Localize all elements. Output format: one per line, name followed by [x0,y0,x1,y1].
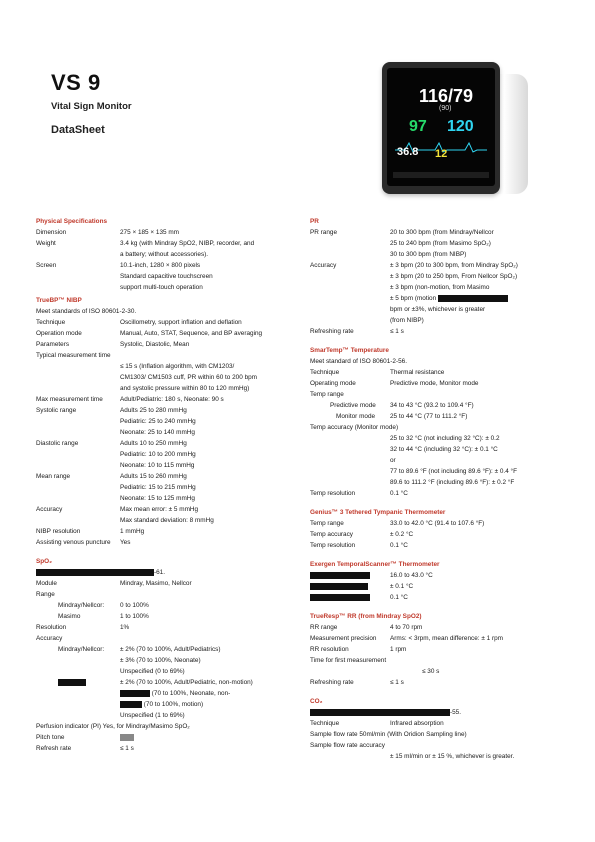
spec-row [310,477,560,488]
spec-value: Arms: < 3rpm, mean difference: ± 1 rpm [390,635,503,642]
spec-label: Refresh rate [36,745,72,752]
spec-value: Adult/Pediatric: 180 s, Neonate: 90 s [120,396,224,403]
screen-spo2-value: 120 [447,118,474,135]
spec-label: Measurement precision [310,635,377,642]
product-subtitle: Vital Sign Monitor [51,101,132,112]
spec-row [36,372,288,383]
screen-status-bar [393,172,489,178]
spec-label: Typical measurement time [36,352,111,359]
spec-label: Technique [36,319,66,326]
spec-label: Dimension [36,229,67,236]
redacted-text [438,295,508,302]
spec-value: ± 0.2 °C [390,531,414,538]
spec-value: Max mean error: ± 5 mmHg [120,506,199,513]
spec-value: Adults 10 to 250 mmHg [120,440,187,447]
spec-row [310,249,560,260]
spec-row [36,710,288,721]
spec-row [36,666,288,677]
spec-label: Sample flow rate accuracy [310,742,385,749]
spec-row [310,633,560,644]
spec-label: Diastolic range [36,440,79,447]
spec-label: Masimo [58,613,81,620]
spec-label: Range [36,591,55,598]
spec-row [36,416,288,427]
spec-value: bpm or ±3%, whichever is greater [390,306,486,313]
spec-label: Mindray/Nellcor: [58,646,105,653]
monitor-product-image [382,62,532,196]
spec-label: Temp accuracy [310,531,353,538]
spec-row [310,518,560,529]
document-type: DataSheet [51,124,105,136]
spec-value-text: ± 5 bpm (motion [390,295,437,302]
redacted-text [120,701,142,708]
spec-value: 32 to 44 °C (including 32 °C): ± 0.1 °C [390,446,498,453]
section-heading-pr: PR [310,218,319,225]
spec-value [120,699,288,710]
spec-row [310,718,560,729]
spec-value: 20 to 300 bpm (from Mindray/Nellcor [390,229,494,236]
redacted-text [310,709,450,716]
section-heading-nibp: TrueBP™ NIBP [36,297,82,304]
spec-row [310,282,560,293]
spec-row [36,394,288,405]
spec-label: Module [36,580,57,587]
spec-row [36,260,288,271]
spec-row [310,411,560,422]
spec-label [58,677,86,688]
spec-row [310,326,560,337]
spec-row [310,455,560,466]
spec-value: ≤ 1 s [390,679,404,686]
spec-row [36,271,288,282]
spec-value: Pediatric: 25 to 240 mmHg [120,418,196,425]
redacted-text [120,690,150,697]
spec-row [310,581,560,592]
spec-row [310,433,560,444]
spec-value: Manual, Auto, STAT, Sequence, and BP averaging [120,330,263,337]
spec-row [36,644,288,655]
spec-label: Max measurement time [36,396,103,403]
spec-row [36,405,288,416]
spec-value: 25 to 32 °C (not including 32 °C): ± 0.2 [390,435,500,442]
spec-row [310,304,560,315]
spec-value-text: (70 to 100%, Neonate, non- [151,690,231,697]
spec-value: Mindray, Masimo, Nellcor [120,580,192,587]
spec-value: 25 to 44 °C (77 to 111.2 °F) [390,413,468,420]
spec-row [36,688,288,699]
spec-value: Unspecified (0 to 69%) [120,668,185,675]
spec-row [310,238,560,249]
spec-label: RR resolution [310,646,349,653]
spec-value: ≤ 1 s [120,745,134,752]
spec-row [36,743,288,754]
spec-value: ± 3 bpm (20 to 300 bpm, from Mindray SpO₂) [390,262,518,269]
spec-row [310,570,560,581]
spec-value: Neonate: 10 to 115 mmHg [120,462,195,469]
spec-label: Technique [310,720,340,727]
spec-value: a battery; without accessories). [120,251,209,258]
spec-row [36,600,288,611]
spec-row [310,293,560,304]
screen-nibp-value: 116/79 [419,86,474,106]
spec-row [310,751,560,762]
spec-row [36,622,288,633]
spec-row [310,227,560,238]
spec-row [310,260,560,271]
spec-row [36,537,288,548]
spec-label: Refreshing rate [310,679,354,686]
standard-note-tail: -61. [154,569,166,576]
spec-label [310,570,370,581]
spec-label [310,581,368,592]
spec-row [36,611,288,622]
spec-label: Operating mode [310,380,356,387]
spec-value: 0 to 100% [120,602,149,609]
spec-row [310,592,560,603]
spec-value: Adults 15 to 260 mmHg [120,473,187,480]
spec-label: Resolution [36,624,67,631]
spec-label: Monitor mode [336,413,376,420]
right-column [310,214,560,762]
section-heading-trueresp: TrueResp™ RR (from Mindray SpO2) [310,613,422,620]
spec-row [310,315,560,326]
spec-value: Standard capacitive touchscreen [120,273,213,280]
spec-value: Neonate: 15 to 125 mmHg [120,495,195,502]
spec-label: Accuracy [310,262,337,269]
spec-value: ± 15 ml/min or ± 15 %, whichever is greater. [390,753,515,760]
spec-value: 34 to 43 °C (93.2 to 109.4 °F) [390,402,474,409]
spec-value: 1 rpm [390,646,407,653]
screen-rr-value: 12 [435,148,448,160]
spec-row [36,249,288,260]
spec-row [36,515,288,526]
screen-nibp-mean: (90) [439,105,452,112]
spec-label: Temp resolution [310,542,356,549]
spec-row [36,655,288,666]
spec-row [310,444,560,455]
spec-value: Unspecified (1 to 69%) [120,712,185,719]
spec-row [36,504,288,515]
spec-value: Infrared absorption [390,720,444,727]
spec-label: Accuracy [36,506,63,513]
spec-value [120,688,288,699]
spec-label: NIBP resolution [36,528,81,535]
spec-value: support multi-touch operation [120,284,203,291]
spec-value [390,293,560,304]
spec-value: ≤ 30 s [422,668,440,675]
spec-value: 33.0 to 42.0 °C (91.4 to 107.6 °F) [390,520,485,527]
redacted-text [58,679,86,686]
spec-value: 0.1 °C [390,490,408,497]
spec-value: (from NIBP) [390,317,424,324]
spec-row [310,466,560,477]
spec-row [36,578,288,589]
left-column [36,214,288,754]
spec-value: 1 to 100% [120,613,149,620]
spec-value: ± 2% (70 to 100%, Adult/Pediatrics) [120,646,221,653]
spec-value: Neonate: 25 to 140 mmHg [120,429,195,436]
spec-row [36,328,288,339]
spec-value: ± 3 bpm (20 to 250 bpm, From Nellcor SpO₂) [390,273,518,280]
spec-value: ± 3% (70 to 100%, Neonate) [120,657,201,664]
standard-note [36,567,288,578]
spec-label: Mindray/Nellcor: [58,602,105,609]
spec-value: Pediatric: 15 to 215 mmHg [120,484,196,491]
spec-value: 25 to 240 bpm (from Masimo SpO₂) [390,240,491,247]
spec-label: Operation mode [36,330,82,337]
spec-value: ± 2% (70 to 100%, Adult/Pediatric, non-motion) [120,679,253,686]
spec-label [310,592,370,603]
spec-value: 4 to 70 rpm [390,624,423,631]
spec-value: Adults 25 to 280 mmHg [120,407,187,414]
spec-value: ± 3 bpm (non-motion, from Masimo [390,284,490,291]
spec-value: Predictive mode, Monitor mode [390,380,479,387]
spec-row [36,438,288,449]
spec-label: Predictive mode [330,402,376,409]
standard-note-tail: -55. [450,709,462,716]
product-title: VS 9 [51,70,101,95]
standard-note: Meet standards of ISO 80601-2-30. [36,308,137,315]
spec-row [36,361,288,372]
spec-row [36,699,288,710]
screen-hr-value: 97 [409,118,427,135]
spec-label: RR range [310,624,338,631]
section-heading-physical: Physical Specifications [36,218,108,225]
spec-value: or [390,457,396,464]
spec-label: Refreshing rate [310,328,354,335]
spec-value: Pediatric: 10 to 200 mmHg [120,451,196,458]
spec-row [36,317,288,328]
spec-row [310,367,560,378]
section-heading-exergen: Exergen TemporalScanner™ Thermometer [310,561,440,568]
spec-row [36,526,288,537]
spec-row [36,238,288,249]
spec-value: ≤ 1 s [390,328,404,335]
spec-row [36,449,288,460]
spec-row [310,400,560,411]
spec-line: Perfusion indicator (PI) Yes, for Mindray/Masimo SpO₂ [36,723,190,730]
spec-value: 0.1 °C [390,594,408,601]
spec-label: Temp resolution [310,490,356,497]
spec-value: 1 mmHg [120,528,145,535]
spec-label: Time for first measurement [310,657,387,664]
spec-label: Mean range [36,473,71,480]
spec-value: CM1303/ CM1503 cuff, PR within 60 to 200 bpm [120,374,257,381]
spec-value: 30 to 300 bpm (from NIBP) [390,251,467,258]
spec-value: 77 to 89.6 °F (not including 89.6 °F): ± 0.4 °F [390,468,517,475]
spec-value: 275 × 185 × 135 mm [120,229,179,236]
spec-row [36,427,288,438]
section-heading-co2: CO₂ [310,698,323,705]
spec-value: 3.4 kg (with Mindray SpO2, NIBP, recorder, and [120,240,255,247]
monitor-screen [387,68,495,186]
redacted-text [120,734,134,741]
standard-note: Meet standard of ISO 80601-2-56. [310,358,407,365]
redacted-text [310,594,370,601]
spec-value: 0.1 °C [390,542,408,549]
spec-value: and systolic pressure within 80 to 120 mmHg) [120,385,250,392]
spec-row [36,732,288,743]
section-heading-genius: Genius™ 3 Tethered Tympanic Thermometer [310,509,446,516]
spec-row [36,227,288,238]
spec-label: Accuracy [36,635,63,642]
monitor-bezel [382,62,500,194]
spec-label: Temp range [310,520,344,527]
spec-value: 89.6 to 111.2 °F (including 89.6 °F): ± 0.2 °F [390,479,515,486]
spec-label: Parameters [36,341,70,348]
standard-note [310,707,560,718]
spec-value: Thermal resistance [390,369,445,376]
spec-row [310,488,560,499]
spec-value: 10.1-inch, 1280 × 800 pixels [120,262,201,269]
spec-row [310,666,560,677]
spec-row [36,282,288,293]
spec-row [310,529,560,540]
spec-value [120,732,288,743]
spec-label: Screen [36,262,57,269]
spec-value: ≤ 15 s (Inflation algorithm, with CM1203/ [120,363,235,370]
spec-value: Oscillometry, support inflation and deflation [120,319,242,326]
spec-row [36,383,288,394]
spec-row [310,677,560,688]
spec-line: Sample flow rate 50ml/min (With Oridion Sampling line) [310,731,467,738]
spec-row [36,677,288,688]
spec-value: Systolic, Diastolic, Mean [120,341,190,348]
spec-row [36,339,288,350]
spec-label: Temp accuracy (Monitor mode) [310,424,399,431]
section-heading-spo2: SpO₂ [36,558,52,565]
redacted-text [310,572,370,579]
spec-label: Assisting venous puncture [36,539,111,546]
spec-value: Max standard deviation: 8 mmHg [120,517,214,524]
spec-value: 1% [120,624,130,631]
screen-temp-value: 36.8 [397,146,419,158]
spec-value: ± 0.1 °C [390,583,414,590]
spec-row [310,378,560,389]
spec-row [310,644,560,655]
spec-row [310,622,560,633]
spec-label: Temp range [310,391,344,398]
section-heading-smartemp: SmarTemp™ Temperature [310,347,389,354]
spec-value: 16.0 to 43.0 °C [390,572,433,579]
spec-row [310,540,560,551]
spec-label: Weight [36,240,56,247]
spec-label: Pitch tone [36,734,65,741]
spec-row [36,471,288,482]
spec-row [310,271,560,282]
spec-row [36,493,288,504]
spec-label: Systolic range [36,407,77,414]
spec-value: Yes [120,539,131,546]
redacted-text [310,583,368,590]
spec-label: PR range [310,229,337,236]
redacted-text [36,569,154,576]
spec-label: Technique [310,369,340,376]
spec-value-text: (70 to 100%, motion) [143,701,204,708]
spec-row [36,460,288,471]
spec-row [36,482,288,493]
